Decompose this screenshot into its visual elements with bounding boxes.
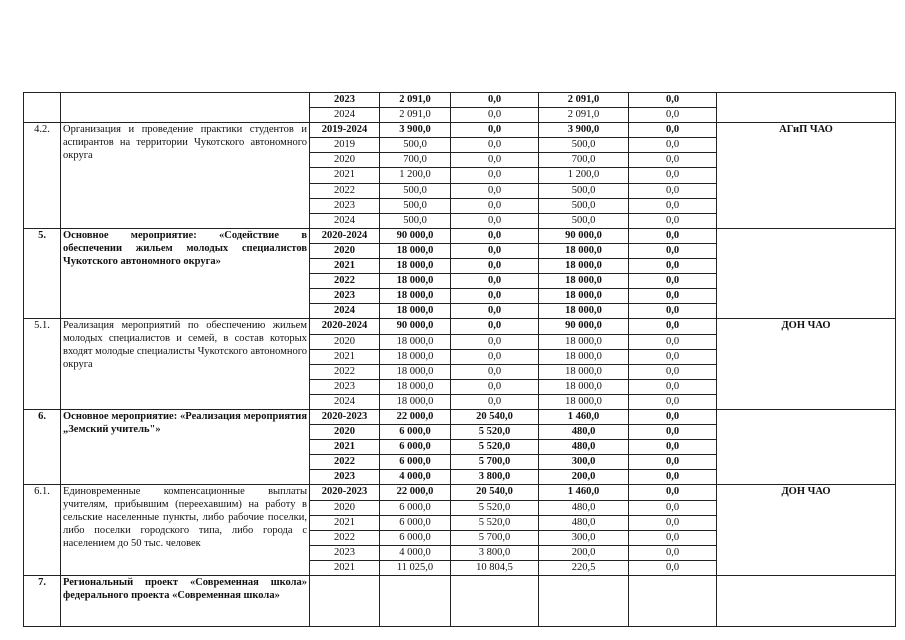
regional-budget-cell — [539, 576, 629, 627]
federal-budget-cell: 20 540,0 — [451, 409, 539, 424]
other-sources-cell: 0,0 — [629, 364, 717, 379]
regional-budget-cell: 2 091,0 — [539, 108, 629, 123]
other-sources-cell: 0,0 — [629, 198, 717, 213]
regional-budget-cell: 200,0 — [539, 545, 629, 560]
table-row — [24, 319, 896, 334]
federal-budget-cell: 0,0 — [451, 213, 539, 228]
period-cell: 2022 — [310, 274, 380, 289]
total-amount-cell: 22 000,0 — [380, 485, 451, 500]
item-number: 6.1. — [24, 485, 61, 576]
total-amount-cell: 18 000,0 — [380, 334, 451, 349]
total-amount-cell: 6 000,0 — [380, 530, 451, 545]
item-description: Организация и проведение практики студентов и аспирантов на территории Чукотского автономного округа — [61, 123, 310, 229]
federal-budget-cell: 0,0 — [451, 364, 539, 379]
federal-budget-cell: 5 700,0 — [451, 530, 539, 545]
other-sources-cell: 0,0 — [629, 183, 717, 198]
federal-budget-cell: 0,0 — [451, 334, 539, 349]
period-cell — [310, 576, 380, 627]
other-sources-cell: 0,0 — [629, 349, 717, 364]
total-amount-cell — [380, 576, 451, 627]
other-sources-cell: 0,0 — [629, 334, 717, 349]
period-cell: 2020-2024 — [310, 228, 380, 243]
period-cell: 2020 — [310, 334, 380, 349]
federal-budget-cell: 0,0 — [451, 183, 539, 198]
federal-budget-cell: 0,0 — [451, 304, 539, 319]
item-description — [61, 93, 310, 123]
regional-budget-cell: 18 000,0 — [539, 349, 629, 364]
federal-budget-cell: 3 800,0 — [451, 545, 539, 560]
period-cell: 2020 — [310, 425, 380, 440]
period-cell: 2023 — [310, 289, 380, 304]
responsible-executor — [717, 228, 896, 319]
total-amount-cell: 2 091,0 — [380, 93, 451, 108]
period-cell: 2020 — [310, 243, 380, 258]
federal-budget-cell: 0,0 — [451, 123, 539, 138]
regional-budget-cell: 90 000,0 — [539, 228, 629, 243]
other-sources-cell: 0,0 — [629, 168, 717, 183]
other-sources-cell: 0,0 — [629, 530, 717, 545]
responsible-executor — [717, 576, 896, 627]
regional-budget-cell: 3 900,0 — [539, 123, 629, 138]
other-sources-cell: 0,0 — [629, 515, 717, 530]
table-row — [24, 93, 896, 108]
federal-budget-cell: 0,0 — [451, 394, 539, 409]
total-amount-cell: 90 000,0 — [380, 228, 451, 243]
period-cell: 2022 — [310, 530, 380, 545]
other-sources-cell: 0,0 — [629, 485, 717, 500]
total-amount-cell: 18 000,0 — [380, 289, 451, 304]
responsible-executor — [717, 409, 896, 484]
other-sources-cell: 0,0 — [629, 243, 717, 258]
responsible-executor — [717, 93, 896, 123]
item-number: 7. — [24, 576, 61, 627]
responsible-executor: ДОН ЧАО — [717, 485, 896, 576]
period-cell: 2020 — [310, 500, 380, 515]
regional-budget-cell: 18 000,0 — [539, 289, 629, 304]
period-cell: 2020-2023 — [310, 409, 380, 424]
period-cell: 2023 — [310, 93, 380, 108]
total-amount-cell: 6 000,0 — [380, 500, 451, 515]
period-cell: 2024 — [310, 213, 380, 228]
total-amount-cell: 3 900,0 — [380, 123, 451, 138]
table-row — [24, 228, 896, 243]
total-amount-cell: 500,0 — [380, 213, 451, 228]
item-description: Реализация мероприятий по обеспечению жильем молодых специалистов и семей, в состав которых входят молодые специалисты Чукотского автономного округа — [61, 319, 310, 410]
table-row — [24, 485, 896, 500]
total-amount-cell: 90 000,0 — [380, 319, 451, 334]
regional-budget-cell: 480,0 — [539, 425, 629, 440]
regional-budget-cell: 480,0 — [539, 515, 629, 530]
regional-budget-cell: 300,0 — [539, 455, 629, 470]
regional-budget-cell: 1 200,0 — [539, 168, 629, 183]
total-amount-cell: 18 000,0 — [380, 379, 451, 394]
regional-budget-cell: 480,0 — [539, 440, 629, 455]
table-row — [24, 576, 896, 627]
other-sources-cell: 0,0 — [629, 153, 717, 168]
other-sources-cell: 0,0 — [629, 545, 717, 560]
item-description: Единовременные компенсационные выплаты учителям, прибывшим (переехавшим) на работу в сельские населенные пункты, либо рабочие поселки, либо поселки городского типа, либо города с населением до 50 тыс. человек — [61, 485, 310, 576]
federal-budget-cell: 0,0 — [451, 243, 539, 258]
other-sources-cell: 0,0 — [629, 470, 717, 485]
other-sources-cell: 0,0 — [629, 304, 717, 319]
other-sources-cell: 0,0 — [629, 289, 717, 304]
regional-budget-cell: 90 000,0 — [539, 319, 629, 334]
other-sources-cell: 0,0 — [629, 394, 717, 409]
federal-budget-cell: 0,0 — [451, 274, 539, 289]
regional-budget-cell: 18 000,0 — [539, 274, 629, 289]
responsible-executor: ДОН ЧАО — [717, 319, 896, 410]
other-sources-cell: 0,0 — [629, 123, 717, 138]
regional-budget-cell: 18 000,0 — [539, 334, 629, 349]
other-sources-cell: 0,0 — [629, 455, 717, 470]
federal-budget-cell: 0,0 — [451, 379, 539, 394]
period-cell: 2023 — [310, 545, 380, 560]
period-cell: 2023 — [310, 379, 380, 394]
period-cell: 2021 — [310, 168, 380, 183]
item-number: 4.2. — [24, 123, 61, 229]
federal-budget-cell: 0,0 — [451, 153, 539, 168]
other-sources-cell: 0,0 — [629, 93, 717, 108]
total-amount-cell: 6 000,0 — [380, 440, 451, 455]
other-sources-cell: 0,0 — [629, 108, 717, 123]
period-cell: 2019-2024 — [310, 123, 380, 138]
period-cell: 2022 — [310, 183, 380, 198]
period-cell: 2021 — [310, 349, 380, 364]
federal-budget-cell: 5 520,0 — [451, 515, 539, 530]
item-description: Основное мероприятие: «Реализация мероприятия „Земский учитель"» — [61, 409, 310, 484]
period-cell: 2024 — [310, 394, 380, 409]
total-amount-cell: 18 000,0 — [380, 274, 451, 289]
total-amount-cell: 6 000,0 — [380, 455, 451, 470]
regional-budget-cell: 700,0 — [539, 153, 629, 168]
total-amount-cell: 18 000,0 — [380, 394, 451, 409]
item-number: 6. — [24, 409, 61, 484]
federal-budget-cell: 20 540,0 — [451, 485, 539, 500]
other-sources-cell: 0,0 — [629, 379, 717, 394]
federal-budget-cell: 0,0 — [451, 108, 539, 123]
regional-budget-cell: 18 000,0 — [539, 379, 629, 394]
total-amount-cell: 700,0 — [380, 153, 451, 168]
other-sources-cell: 0,0 — [629, 425, 717, 440]
period-cell: 2020-2024 — [310, 319, 380, 334]
total-amount-cell: 18 000,0 — [380, 364, 451, 379]
total-amount-cell: 4 000,0 — [380, 545, 451, 560]
federal-budget-cell — [451, 576, 539, 627]
federal-budget-cell: 0,0 — [451, 289, 539, 304]
responsible-executor: АГиП ЧАО — [717, 123, 896, 229]
period-cell: 2020 — [310, 153, 380, 168]
other-sources-cell: 0,0 — [629, 259, 717, 274]
total-amount-cell: 500,0 — [380, 183, 451, 198]
federal-budget-cell: 0,0 — [451, 138, 539, 153]
regional-budget-cell: 480,0 — [539, 500, 629, 515]
regional-budget-cell: 18 000,0 — [539, 364, 629, 379]
federal-budget-cell: 10 804,5 — [451, 560, 539, 575]
period-cell: 2024 — [310, 108, 380, 123]
regional-budget-cell: 500,0 — [539, 138, 629, 153]
total-amount-cell: 22 000,0 — [380, 409, 451, 424]
federal-budget-cell: 5 700,0 — [451, 455, 539, 470]
regional-budget-cell: 18 000,0 — [539, 394, 629, 409]
federal-budget-cell: 0,0 — [451, 168, 539, 183]
period-cell: 2023 — [310, 470, 380, 485]
federal-budget-cell: 0,0 — [451, 228, 539, 243]
total-amount-cell: 18 000,0 — [380, 259, 451, 274]
total-amount-cell: 1 200,0 — [380, 168, 451, 183]
other-sources-cell: 0,0 — [629, 228, 717, 243]
federal-budget-cell: 3 800,0 — [451, 470, 539, 485]
regional-budget-cell: 220,5 — [539, 560, 629, 575]
total-amount-cell: 4 000,0 — [380, 470, 451, 485]
federal-budget-cell: 5 520,0 — [451, 440, 539, 455]
period-cell: 2022 — [310, 364, 380, 379]
regional-budget-cell: 1 460,0 — [539, 485, 629, 500]
regional-budget-cell: 500,0 — [539, 213, 629, 228]
regional-budget-cell: 500,0 — [539, 198, 629, 213]
total-amount-cell: 500,0 — [380, 138, 451, 153]
regional-budget-cell: 18 000,0 — [539, 259, 629, 274]
item-number: 5. — [24, 228, 61, 319]
item-number: 5.1. — [24, 319, 61, 410]
regional-budget-cell: 200,0 — [539, 470, 629, 485]
federal-budget-cell: 0,0 — [451, 259, 539, 274]
program-financing-table — [23, 92, 896, 627]
regional-budget-cell: 1 460,0 — [539, 409, 629, 424]
total-amount-cell: 2 091,0 — [380, 108, 451, 123]
total-amount-cell: 18 000,0 — [380, 349, 451, 364]
total-amount-cell: 6 000,0 — [380, 515, 451, 530]
other-sources-cell: 0,0 — [629, 319, 717, 334]
federal-budget-cell: 0,0 — [451, 198, 539, 213]
period-cell: 2021 — [310, 515, 380, 530]
total-amount-cell: 18 000,0 — [380, 243, 451, 258]
total-amount-cell: 18 000,0 — [380, 304, 451, 319]
other-sources-cell: 0,0 — [629, 274, 717, 289]
regional-budget-cell: 18 000,0 — [539, 243, 629, 258]
total-amount-cell: 500,0 — [380, 198, 451, 213]
other-sources-cell: 0,0 — [629, 440, 717, 455]
item-description: Основное мероприятие: «Содействие в обеспечении жильем молодых специалистов Чукотского автономного округа» — [61, 228, 310, 319]
regional-budget-cell: 500,0 — [539, 183, 629, 198]
regional-budget-cell: 2 091,0 — [539, 93, 629, 108]
period-cell: 2022 — [310, 455, 380, 470]
regional-budget-cell: 300,0 — [539, 530, 629, 545]
other-sources-cell: 0,0 — [629, 560, 717, 575]
period-cell: 2021 — [310, 440, 380, 455]
other-sources-cell: 0,0 — [629, 500, 717, 515]
period-cell: 2020-2023 — [310, 485, 380, 500]
federal-budget-cell: 5 520,0 — [451, 425, 539, 440]
period-cell: 2021 — [310, 259, 380, 274]
total-amount-cell: 11 025,0 — [380, 560, 451, 575]
other-sources-cell: 0,0 — [629, 213, 717, 228]
total-amount-cell: 6 000,0 — [380, 425, 451, 440]
federal-budget-cell: 0,0 — [451, 319, 539, 334]
other-sources-cell: 0,0 — [629, 409, 717, 424]
period-cell: 2023 — [310, 198, 380, 213]
table-row — [24, 409, 896, 424]
federal-budget-cell: 5 520,0 — [451, 500, 539, 515]
item-number — [24, 93, 61, 123]
period-cell: 2024 — [310, 304, 380, 319]
federal-budget-cell: 0,0 — [451, 93, 539, 108]
period-cell: 2021 — [310, 560, 380, 575]
regional-budget-cell: 18 000,0 — [539, 304, 629, 319]
table-row — [24, 123, 896, 138]
period-cell: 2019 — [310, 138, 380, 153]
federal-budget-cell: 0,0 — [451, 349, 539, 364]
other-sources-cell — [629, 576, 717, 627]
item-description: Региональный проект «Современная школа» федерального проекта «Современная школа» — [61, 576, 310, 627]
other-sources-cell: 0,0 — [629, 138, 717, 153]
